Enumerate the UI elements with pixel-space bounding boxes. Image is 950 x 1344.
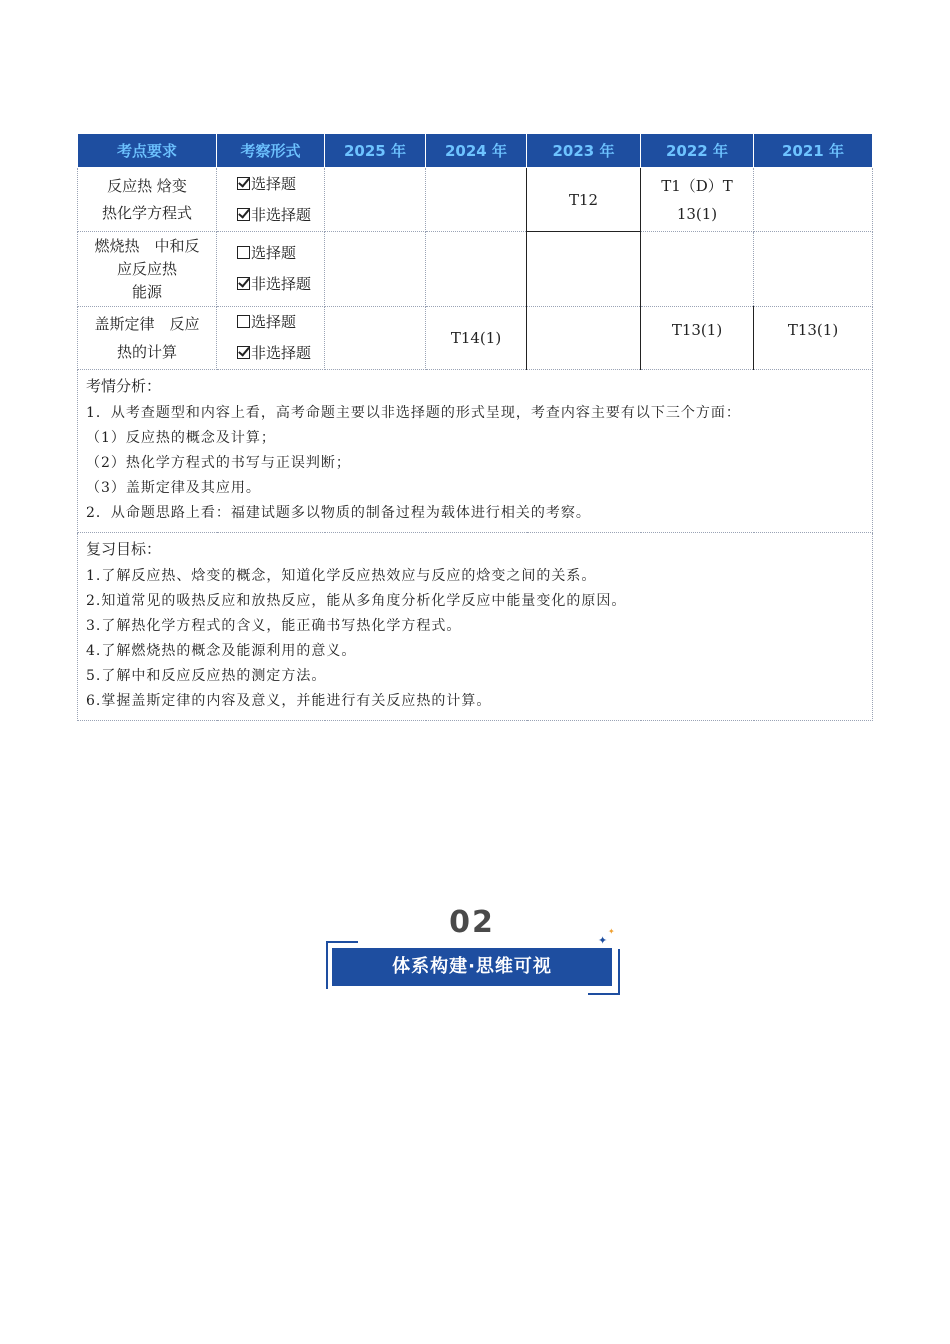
topic-cell bbox=[78, 232, 217, 307]
year-2022-cell: T13(1) bbox=[641, 307, 754, 370]
analysis-line: （1）反应热的概念及计算； bbox=[86, 430, 276, 446]
topic-line: 能源 bbox=[131, 282, 162, 301]
topic-line: 应反应热 bbox=[116, 259, 177, 278]
form-cell bbox=[217, 307, 325, 370]
goal-line: 1.了解反应热、焓变的概念，知道化学反应热效应与反应的焓变之间的关系。 bbox=[86, 568, 597, 584]
section-number: 02 bbox=[449, 905, 495, 940]
cell-line: T1（D）T bbox=[661, 176, 733, 195]
checked-box-icon[interactable] bbox=[237, 177, 250, 190]
goal-line: 3.了解热化学方程式的含义，能正确书写热化学方程式。 bbox=[86, 618, 462, 634]
section-title: 体系构建·思维可视 bbox=[332, 948, 612, 986]
form-cell bbox=[217, 232, 325, 307]
topic-line: 盖斯定律 反应 bbox=[94, 315, 200, 333]
analysis-title: 考情分析： bbox=[86, 377, 162, 395]
form-label: 选择题 bbox=[251, 244, 297, 262]
header-2024: 2024 年 bbox=[426, 134, 527, 168]
year-2024-cell bbox=[426, 232, 527, 307]
year-2024-cell: T14(1) bbox=[426, 307, 527, 370]
goal-line: 2.知道常见的吸热反应和放热反应，能从多角度分析化学反应中能量变化的原因。 bbox=[86, 593, 627, 609]
year-2022-cell bbox=[641, 168, 754, 232]
cell-line: 13(1) bbox=[676, 204, 718, 223]
sparkle-icon: ✦ bbox=[608, 927, 615, 936]
goals-title: 复习目标： bbox=[86, 540, 162, 558]
header-2022: 2022 年 bbox=[641, 134, 754, 168]
form-label: 非选择题 bbox=[251, 344, 312, 362]
table-row bbox=[78, 232, 873, 307]
year-2025-cell bbox=[325, 168, 426, 232]
year-2021-cell: T13(1) bbox=[754, 307, 873, 370]
checked-box-icon[interactable] bbox=[237, 208, 250, 221]
year-2023-cell bbox=[527, 307, 641, 370]
topic-line: 热化学方程式 bbox=[101, 203, 192, 222]
form-label: 非选择题 bbox=[251, 205, 312, 224]
form-cell bbox=[217, 168, 325, 232]
header-topic: 考点要求 bbox=[78, 134, 217, 168]
analysis-section bbox=[78, 370, 873, 533]
table-header-row bbox=[78, 134, 873, 168]
header-2023: 2023 年 bbox=[527, 134, 641, 168]
year-2024-cell bbox=[426, 168, 527, 232]
header-2021: 2021 年 bbox=[754, 134, 873, 168]
goal-line: 6.掌握盖斯定律的内容及意义，并能进行有关反应热的计算。 bbox=[86, 693, 492, 709]
year-2022-cell bbox=[641, 232, 754, 307]
topic-line: 反应热 焓变 bbox=[107, 176, 187, 195]
table-row bbox=[78, 168, 873, 232]
goals-section bbox=[78, 533, 873, 721]
form-label: 选择题 bbox=[251, 313, 297, 331]
header-2025: 2025 年 bbox=[325, 134, 426, 168]
topic-cell bbox=[78, 307, 217, 370]
goals-row bbox=[78, 533, 873, 721]
header-form: 考察形式 bbox=[217, 134, 325, 168]
section-banner bbox=[322, 905, 622, 995]
checked-box-icon[interactable] bbox=[237, 277, 250, 290]
checked-box-icon[interactable] bbox=[237, 346, 250, 359]
year-2025-cell bbox=[325, 307, 426, 370]
analysis-row bbox=[78, 370, 873, 533]
table-row bbox=[78, 307, 873, 370]
topic-cell bbox=[78, 168, 217, 232]
year-2025-cell bbox=[325, 232, 426, 307]
analysis-line: 1．从考查题型和内容上看，高考命题主要以非选择题的形式呈现，考查内容主要有以下三个方面： bbox=[86, 405, 741, 421]
analysis-line: 2．从命题思路上看：福建试题多以物质的制备过程为载体进行相关的考察。 bbox=[86, 505, 591, 521]
year-2023-cell bbox=[527, 232, 641, 307]
form-label: 选择题 bbox=[251, 174, 297, 193]
analysis-line: （2）热化学方程式的书写与正误判断； bbox=[86, 455, 351, 471]
goal-line: 5.了解中和反应反应热的测定方法。 bbox=[86, 668, 327, 684]
topic-line: 热的计算 bbox=[116, 343, 177, 361]
year-2021-cell bbox=[754, 168, 873, 232]
topic-line: 燃烧热 中和反 bbox=[94, 236, 200, 255]
sparkle-icon: ✦ bbox=[598, 934, 608, 947]
analysis-line: （3）盖斯定律及其应用。 bbox=[86, 480, 261, 496]
exam-analysis-table bbox=[77, 133, 873, 721]
year-2021-cell bbox=[754, 232, 873, 307]
year-2023-cell: T12 bbox=[527, 168, 641, 232]
unchecked-box-icon[interactable] bbox=[237, 315, 250, 328]
form-label: 非选择题 bbox=[251, 275, 312, 293]
goal-line: 4.了解燃烧热的概念及能源利用的意义。 bbox=[86, 643, 357, 659]
unchecked-box-icon[interactable] bbox=[237, 246, 250, 259]
